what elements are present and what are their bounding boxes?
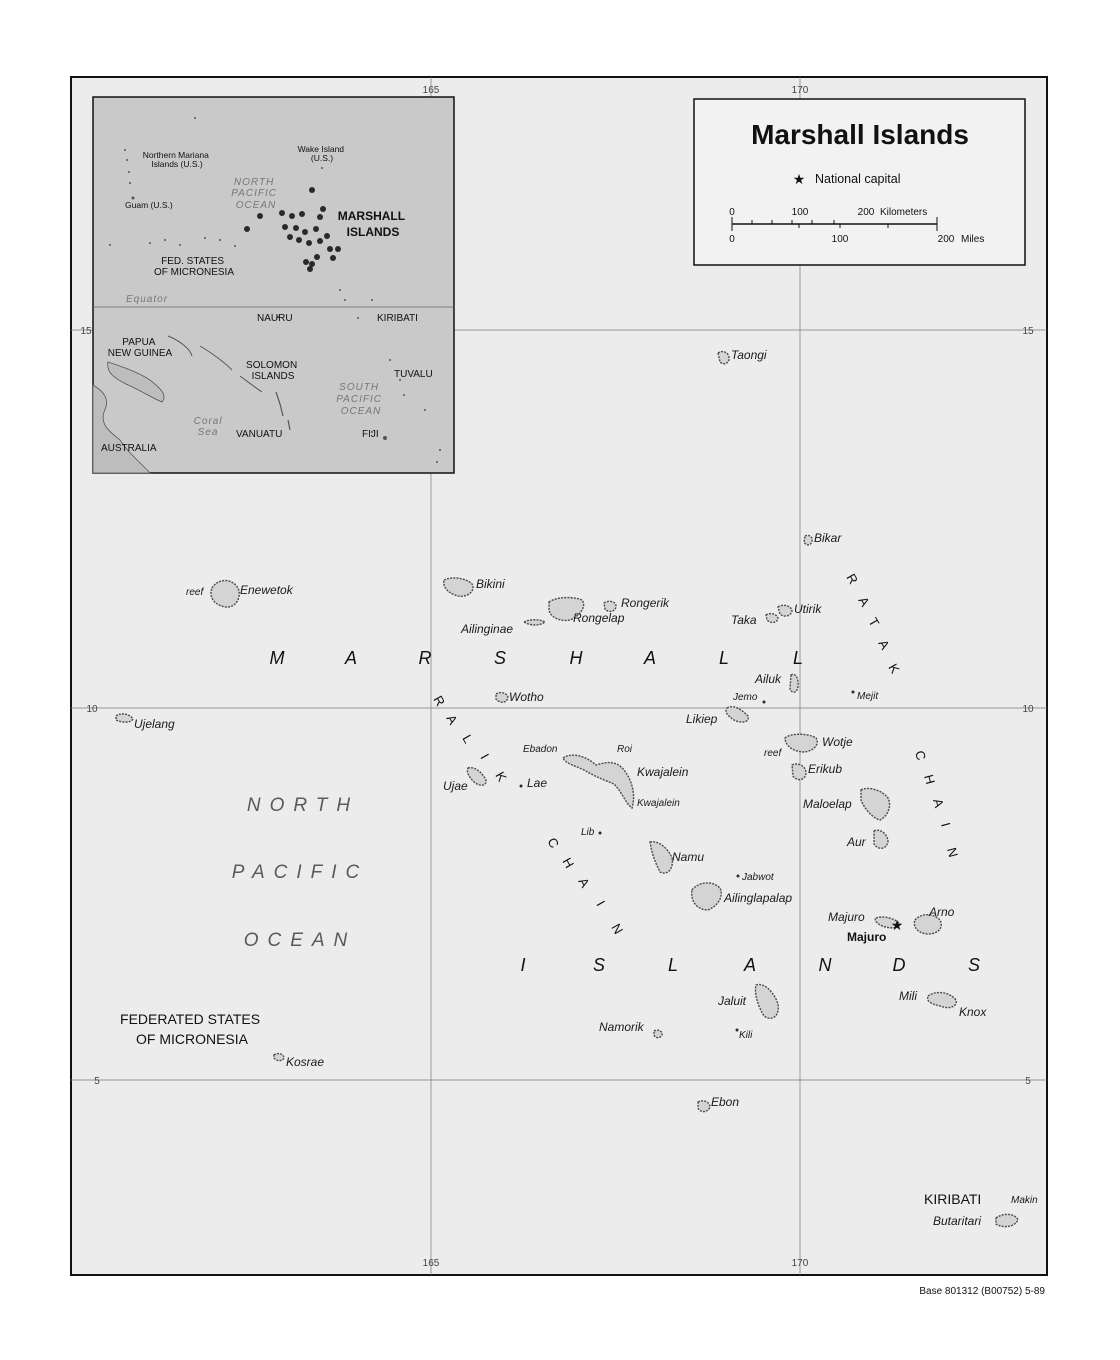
label-ailinglapalap: Ailinglapalap xyxy=(724,891,793,905)
island-lae-dot xyxy=(520,785,523,788)
lon-165-top: 165 xyxy=(422,85,440,96)
label-erikub: Erikub xyxy=(808,762,843,776)
label-kosrae: Kosrae xyxy=(286,1055,325,1069)
km-tick-200: 200 xyxy=(857,207,875,218)
ralik-letter-i: I xyxy=(477,751,493,762)
svg-text:SOUTH PACIFIC OCEA xyxy=(336,382,386,417)
label-rongelap: Rongelap xyxy=(573,611,625,625)
kiribati-label: KIRIBATI xyxy=(924,1191,982,1207)
inset-label-south-1: SOUTH xyxy=(339,382,380,393)
legend-box xyxy=(694,99,1025,265)
atoll-bikar xyxy=(804,535,812,545)
ralik-chain-letter-n: N xyxy=(608,921,627,937)
label-rongerik: Rongerik xyxy=(621,596,670,610)
capital-legend-label: National capital xyxy=(815,172,901,186)
ocean-label-ocean: OCEAN xyxy=(243,930,357,951)
islands-letter-s2: S xyxy=(967,955,981,975)
label-butaritari: Butaritari xyxy=(933,1214,982,1228)
label-majuro-atoll: Majuro xyxy=(828,910,865,924)
island-lib-dot xyxy=(599,832,602,835)
atoll-ailuk xyxy=(790,674,798,692)
lat-10-right: 10 xyxy=(1022,704,1034,715)
label-lae: Lae xyxy=(527,776,548,790)
inset-label-south-3: OCEAN xyxy=(340,406,382,417)
island-mejit-dot xyxy=(852,691,855,694)
island-jemo-dot xyxy=(763,701,766,704)
label-kwajalein-island: Kwajalein xyxy=(637,798,680,809)
label-ailinginae: Ailinginae xyxy=(461,622,514,636)
mi-unit-label: Miles xyxy=(961,234,985,245)
label-mejit: Mejit xyxy=(857,691,879,702)
fsm-label-2: OF MICRONESIA xyxy=(135,1031,249,1047)
inset-label-png-1: PAPUA xyxy=(122,337,155,348)
km-tick-0: 0 xyxy=(729,207,735,218)
lon-165-bottom: 165 xyxy=(422,1258,440,1269)
mi-tick-100: 100 xyxy=(831,234,849,245)
inset-label-coral-2: Sea xyxy=(197,427,219,438)
label-makin: Makin xyxy=(1011,1195,1038,1206)
label-ebon: Ebon xyxy=(711,1095,740,1109)
majuro-capital-star-icon: ★ xyxy=(890,917,904,933)
mi-tick-200: 200 xyxy=(937,234,955,245)
label-maloelap: Maloelap xyxy=(803,797,852,811)
label-namu: Namu xyxy=(672,850,705,864)
label-ailuk: Ailuk xyxy=(755,672,782,686)
label-wotho: Wotho xyxy=(509,690,544,704)
km-unit-label: Kilometers xyxy=(880,207,928,218)
inset-map xyxy=(93,97,454,473)
inset-label-fsm-1: FED. STATES xyxy=(161,256,225,267)
inset-label-solomon-1: SOLOMON xyxy=(246,360,298,371)
inset-label-kiribati: KIRIBATI xyxy=(377,313,418,324)
islands-letter-n: N xyxy=(818,955,832,975)
ralik-letter-l: L xyxy=(459,732,477,746)
label-namorik: Namorik xyxy=(599,1020,644,1034)
ratak-chain-letter-a: A xyxy=(930,796,947,810)
islands-letter-l: L xyxy=(667,955,679,975)
marshall-letter-l2: L xyxy=(792,648,804,668)
label-enewetok: Enewetok xyxy=(240,583,293,597)
label-mili: Mili xyxy=(899,989,917,1003)
ralik-letter-a: A xyxy=(443,712,461,728)
inset-label-vanuatu: VANUATU xyxy=(236,429,283,440)
label-kwajalein-atoll: Kwajalein xyxy=(637,765,689,779)
marshall-letter-a1: A xyxy=(344,648,358,668)
label-ujae: Ujae xyxy=(443,779,468,793)
inset-label-solomon-2: ISLANDS xyxy=(251,371,295,382)
ratak-letter-r: R xyxy=(843,571,862,587)
ralik-chain-letter-h: H xyxy=(559,855,578,871)
lon-170-top: 170 xyxy=(791,85,809,96)
marshall-letter-s: S xyxy=(493,648,507,668)
svg-text:FED. STATES OF MICRONESI xyxy=(154,256,234,278)
ratak-letter-a1: A xyxy=(855,594,873,610)
ratak-chain-letter-h: H xyxy=(921,772,939,786)
inset-label-fiji: FIJI xyxy=(362,429,379,440)
inset-label-wake-1: Wake Island xyxy=(297,144,345,154)
ralik-chain-letter-i: I xyxy=(593,898,609,909)
ocean-label-north: NORTH xyxy=(246,795,360,816)
label-kili: Kili xyxy=(739,1030,753,1041)
label-bikar: Bikar xyxy=(814,531,842,545)
inset-label-png-2: NEW GUINEA xyxy=(107,348,173,359)
atoll-taka xyxy=(766,614,778,623)
label-bikini: Bikini xyxy=(476,577,505,591)
islands-letter-i: I xyxy=(520,955,526,975)
lat-5-right: 5 xyxy=(1025,1076,1031,1087)
map-title: Marshall Islands xyxy=(751,119,969,150)
lat-15-left: 15 xyxy=(80,326,92,337)
lat-5-left: 5 xyxy=(94,1076,100,1087)
svg-text:Northern Mariana Islands xyxy=(143,150,212,169)
inset-label-northern-mariana-1: Northern Mariana xyxy=(142,150,209,160)
marshall-letter-m: M xyxy=(269,648,285,668)
label-jaluit: Jaluit xyxy=(718,994,747,1008)
lat-15-right: 15 xyxy=(1022,326,1034,337)
marshall-letter-r: R xyxy=(418,648,432,668)
label-lib: Lib xyxy=(581,827,595,838)
marshall-letter-l1: L xyxy=(718,648,730,668)
marshall-letter-h: H xyxy=(569,648,583,668)
mi-tick-0: 0 xyxy=(729,234,735,245)
inset-label-fsm-2: OF MICRONESIA xyxy=(153,267,235,278)
ralik-letter-k: K xyxy=(492,769,510,785)
inset-label-wake-2: (U.S.) xyxy=(310,153,334,163)
capital-star-icon: ★ xyxy=(792,171,806,187)
lon-170-bottom: 170 xyxy=(791,1258,809,1269)
ratak-letter-a2: A xyxy=(875,637,893,653)
ratak-letter-t: T xyxy=(865,615,883,630)
islands-letter-s1: S xyxy=(592,955,606,975)
label-ebadon: Ebadon xyxy=(523,744,558,755)
label-knox: Knox xyxy=(959,1005,987,1019)
atoll-wotho xyxy=(496,693,508,703)
label-majuro-capital: Majuro xyxy=(847,930,887,944)
inset-label-north-2: PACIFIC xyxy=(231,188,277,199)
label-wotje: Wotje xyxy=(822,735,853,749)
islands-letter-a: A xyxy=(743,955,757,975)
svg-text:NORTH PACIFIC OCEA xyxy=(231,177,281,211)
ocean-label-pacific: PACIFIC xyxy=(231,862,369,883)
label-roi: Roi xyxy=(617,744,633,755)
label-reef-wotje: reef xyxy=(764,748,782,759)
label-taongi: Taongi xyxy=(731,348,767,362)
inset-label-tuvalu: TUVALU xyxy=(394,369,433,380)
inset-label-nauru: NAURU xyxy=(257,313,293,324)
inset-label-south-2: PACIFIC xyxy=(336,394,382,405)
islands-letter-d: D xyxy=(892,955,906,975)
km-tick-100: 100 xyxy=(791,207,809,218)
lat-10-left: 10 xyxy=(86,704,98,715)
inset-label-australia: AUSTRALIA xyxy=(101,443,157,454)
inset-label-northern-mariana-2: Islands (U.S.) xyxy=(151,159,203,169)
inset-label-marshall-2: ISLANDS xyxy=(346,225,400,239)
ralik-letter-r: R xyxy=(430,693,449,709)
label-taka: Taka xyxy=(731,613,757,627)
inset-label-north-3: OCEAN xyxy=(235,200,277,211)
inset-label-marshall-1: MARSHALL xyxy=(337,209,405,223)
label-likiep: Likiep xyxy=(686,712,718,726)
inset-label-guam: Guam (U.S.) xyxy=(125,200,173,210)
ratak-chain-letter-i: I xyxy=(938,820,954,829)
island-jabwot-dot xyxy=(737,875,740,878)
atoll-namorik xyxy=(654,1030,662,1037)
label-arno: Arno xyxy=(929,905,955,919)
label-ujelang: Ujelang xyxy=(134,717,175,731)
inset-label-north-1: NORTH xyxy=(233,177,275,188)
inset-label-equator: Equator xyxy=(126,294,169,305)
svg-text:SOLOMON ISLANDS xyxy=(246,360,300,382)
label-jabwot: Jabwot xyxy=(742,872,774,883)
label-aur: Aur xyxy=(847,835,866,849)
ratak-chain-letter-c: C xyxy=(912,748,930,762)
marshall-letter-a2: A xyxy=(643,648,657,668)
ralik-chain-letter-a: A xyxy=(575,875,593,891)
label-utirik: Utirik xyxy=(794,602,822,616)
label-jemo: Jemo xyxy=(733,692,758,703)
ratak-letter-k: K xyxy=(885,661,903,677)
ratak-chain-letter-n: N xyxy=(944,845,962,859)
label-reef-enewetok: reef xyxy=(186,587,204,598)
inset-label-coral-1: Coral xyxy=(193,416,223,427)
fsm-label-1: FEDERATED STATES xyxy=(120,1011,261,1027)
source-footer: Base 801312 (B00752) 5-89 xyxy=(919,1286,1045,1297)
ralik-chain-letter-c: C xyxy=(544,835,563,851)
